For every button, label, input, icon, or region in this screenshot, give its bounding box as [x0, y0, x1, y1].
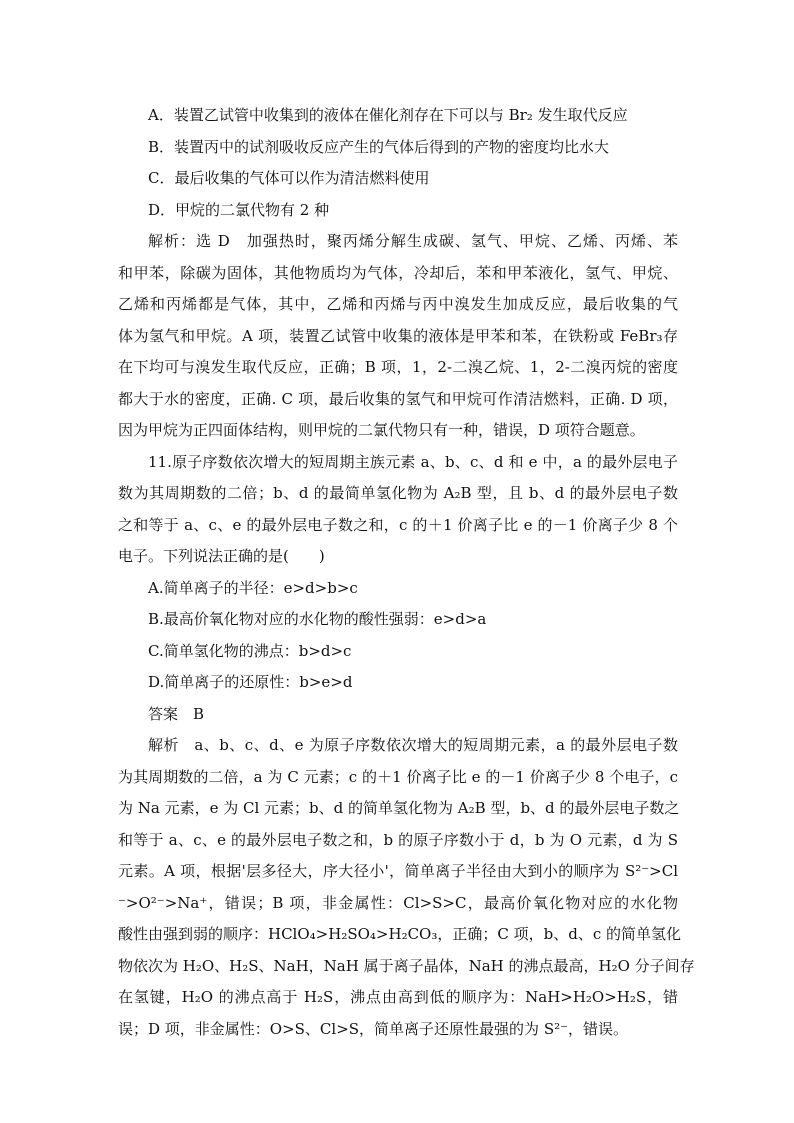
q10-option-b: B．装置丙中的试剂吸收反应产生的气体后得到的产物的密度均比水大	[148, 137, 610, 156]
q11-stem-line: 数为其周期数的二倍；b、d 的最简单氢化物为 A₂B 型，且 b、d 的最外层电子数	[118, 484, 678, 502]
q11-analysis-line: 元素。A 项，根据'层多径大，序大径小'，简单离子半径由大到小的顺序为 S²⁻>Cl	[118, 862, 678, 880]
document-body	[118, 100, 695, 1045]
q11-analysis-line: 误；D 项，非金属性：O>S、Cl>S，简单离子还原性最强的为 S²⁻，错误。	[118, 1019, 629, 1038]
q11-analysis-line: 为 Na 元素，e 为 Cl 元素；b、d 的简单氢化物为 A₂B 型，b、d 的最外层电子数之	[118, 799, 680, 817]
q10-option-a: A．装置乙试管中收集到的液体在催化剂存在下可以与 Br₂ 发生取代反应	[148, 106, 628, 124]
q10-analysis-line: 体为氢气和甲烷。A 项，装置乙试管中收集的液体是甲苯和苯，在铁粉或 FeBr₃存	[118, 326, 678, 345]
q11-option-c: C.简单氢化物的沸点：b>d>c	[148, 641, 352, 660]
q10-analysis-line: 乙烯和丙烯都是气体，其中，乙烯和丙烯与丙中溴发生加成反应，最后收集的气	[118, 295, 678, 313]
q11-analysis-line: 解析 a、b、c、d、e 为原子序数依次增大的短周期元素，a 的最外层电子数	[148, 736, 678, 754]
q11-option-b: B.最高价氧化物对应的水化物的酸性强弱：e>d>a	[148, 610, 487, 628]
q11-stem-line: 11.原子序数依次增大的短周期主族元素 a、b、c、d 和 e 中，a 的最外层电子	[148, 452, 678, 471]
q10-analysis-line: 因为甲烷为正四面体结构，则甲烷的二氯代物只有一种，错误，D 项符合题意。	[118, 421, 645, 439]
q11-answer: 答案 B	[148, 704, 205, 723]
q11-analysis-line: 和等于 a、c、e 的最外层电子数之和，b 的原子序数小于 d，b 为 O 元素，d 为 S	[118, 830, 678, 849]
q11-analysis-line: 酸性由强到弱的顺序：HClO₄>H₂SO₄>H₂CO₃，正确；C 项，b、d、c 的简单氢化	[118, 925, 681, 943]
q11-option-a: A.简单离子的半径：e>d>b>c	[148, 578, 358, 597]
q10-option-d: D．甲烷的二氯代物有 2 种	[148, 200, 330, 219]
q10-analysis-line: 解析：选 D 加强热时，聚丙烯分解生成碳、氢气、甲烷、乙烯、丙烯、苯	[148, 232, 678, 250]
q11-stem-line: 电子。下列说法正确的是( )	[118, 547, 325, 565]
q11-stem-line: 之和等于 a、c、e 的最外层电子数之和，c 的＋1 价离子比 e 的－1 价离子少 8 个	[118, 515, 678, 534]
q10-option-c: C．最后收集的气体可以作为清洁燃料使用	[148, 169, 430, 187]
q11-analysis-line: ⁻>O²⁻>Na⁺，错误；B 项，非金属性：Cl>S>C，最高价氧化物对应的水化物	[118, 893, 678, 912]
q11-analysis-line: 在氢键，H₂O 的沸点高于 H₂S，沸点由高到低的顺序为：NaH>H₂O>H₂S，错	[118, 988, 678, 1006]
q11-analysis-line: 为其周期数的二倍，a 为 C 元素；c 的＋1 价离子比 e 的－1 价离子少 8 个电子，c	[118, 767, 678, 786]
q10-analysis-line: 都大于水的密度，正确. C 项，最后收集的氢气和甲烷可作清洁燃料，正确. D 项，	[118, 389, 678, 408]
q11-analysis-line: 物依次为 H₂O、H₂S、NaH，NaH 属于离子晶体，NaH 的沸点最高，H₂O 分子间存	[118, 956, 695, 975]
q10-analysis-line: 在下均可与溴发生取代反应，正确；B 项，1，2-二溴乙烷、1，2-二溴丙烷的密度	[118, 358, 678, 376]
q11-option-d: D.简单离子的还原性：b>e>d	[148, 673, 353, 691]
q10-analysis-line: 和甲苯，除碳为固体，其他物质均为气体，冷却后，苯和甲苯液化，氢气、甲烷、	[118, 263, 678, 282]
